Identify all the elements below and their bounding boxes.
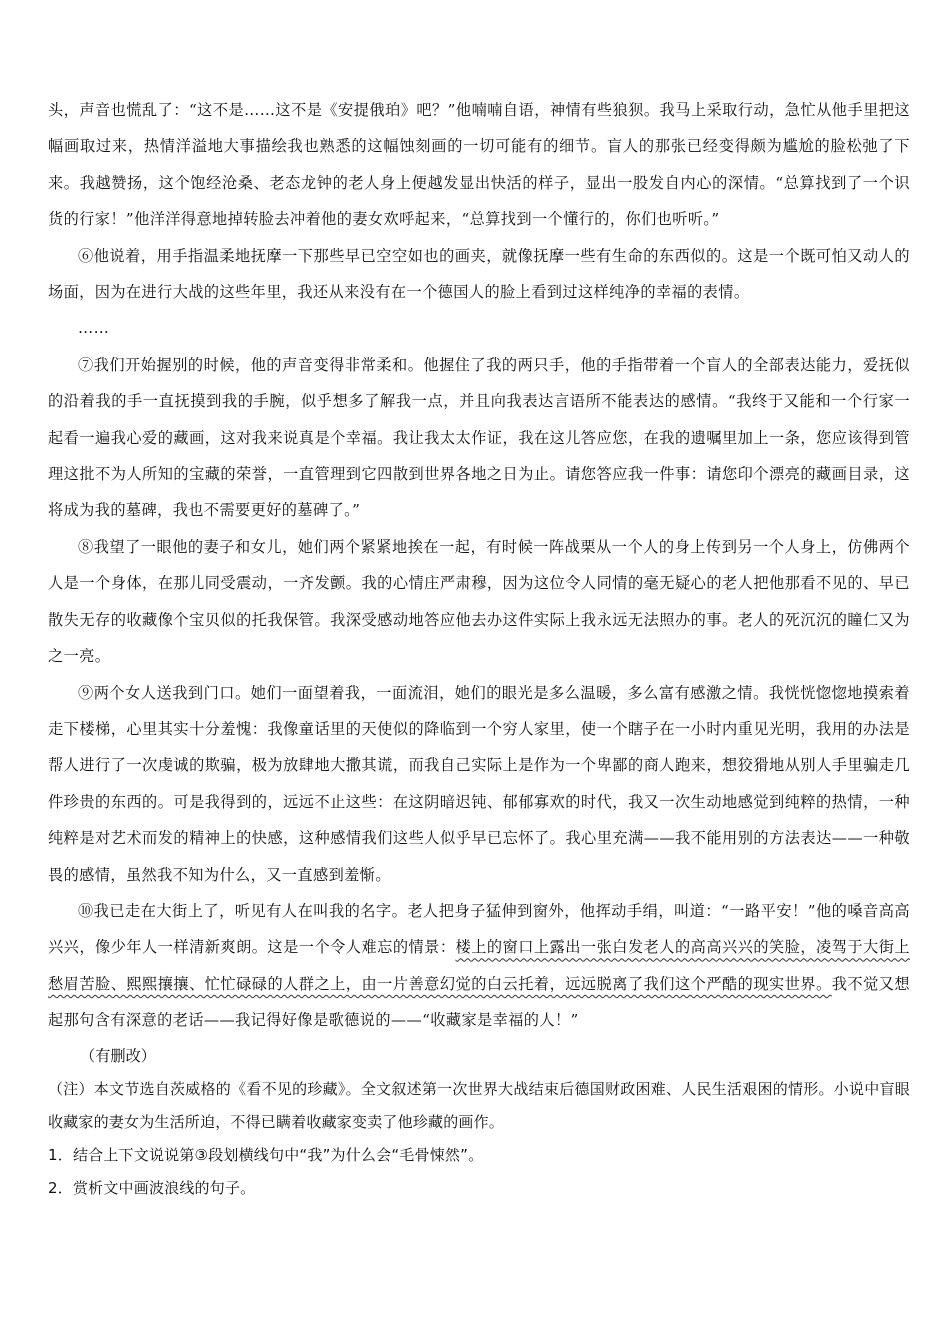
paragraph-10-start: ⑩我已走在大街上了，听见有人在叫我的名字。老人把身子猛伸到窗外，他挥动手绢，叫道：“一路平安！”他的嗓音高高兴兴，像少年人一样清新爽朗。这是一个令人难忘的情景： — [48, 901, 910, 957]
paragraph-8: ⑧我望了一眼他的妻子和女儿，她们两个紧紧地挨在一起，有时候一阵战栗从一个人的身上传到另一个人身上，仿佛两个人是一个身体，在那儿同受震动，一齐发颤。我的心情庄严肃穆，因为这位令人同情的毫无疑心的老人把他那看不见的、早已散失无存的收藏像个宝贝似的托我保管。我深受感动地答应他去办这件实际上我永远无法照办的事。老人的死沉沉的瞳仁又为之一亮。 — [48, 537, 910, 666]
paragraph-5-tail: 头，声音也慌乱了：“这不是……这不是《安提俄珀》吧？”他喃喃自语，神情有些狼狈。我马上采取行动，急忙从他手里把这幅画取过来，热情洋溢地大事描绘我也熟悉的这幅蚀刻画的一切可能有的细节。盲人的那张已经变得颇为尴尬的脸松弛了下来。我越赞扬，这个饱经沧桑、老态龙钟的老人身上便越发显出快活的样子，显出一股发自内心的深情。“总算找到了一个识货的行家！”他洋洋得意地掉转脸去冲着他的妻女欢呼起来，“总算找到一个懂行的，你们也听听。” — [48, 101, 910, 229]
ellipsis-line: …… — [78, 319, 110, 338]
document-page — [48, 92, 910, 1205]
question-1: 1．结合上下文说说第③段划横线句中“我”为什么会“毛骨悚然”。 — [48, 1145, 484, 1164]
question-2: 2．赏析文中画波浪线的句子。 — [48, 1178, 256, 1197]
paragraph-9: ⑨两个女人送我到门口。她们一面望着我，一面流泪，她们的眼光是多么温暖，多么富有感激之情。我恍恍惚惚地摸索着走下楼梯，心里其实十分羞愧：我像童话里的天使似的降临到一个穷人家里，使一个瞎子在一小时内重见光明，我用的办法是帮人进行了一次虔诚的欺骗，极为放肆地大撒其谎，而我自己实际上是作为一个卑鄙的商人跑来，想狡猾地从别人手里骗走几件珍贵的东西的。可是我得到的，远远不止这些：在这阴暗迟钝、郁郁寡欢的时代，我又一次生动地感觉到纯粹的热情，一种纯粹是对艺术而发的精神上的快感，这种感情我们这些人似乎早已忘怀了。我心里充满——我不能用别的方法表达——一种敬畏的感情，虽然我不知为什么，又一直感到羞惭。 — [48, 683, 910, 884]
paragraph-7: ⑦我们开始握别的时候，他的声音变得非常柔和。他握住了我的两只手，他的手指带着一个盲人的全部表达能力，爱抚似的沿着我的手一直抚摸到我的手腕，似乎想多了解我一点，并且向我表达言语所不能表达的感情。“我终于又能和一个行家一起看一遍我心爱的藏画，这对我来说真是个幸福。我让我太太作证，我在这儿答应您，在我的遗嘱里加上一条，您应该得到管理这批不为人所知的宝藏的荣誉，一直管理到它四散到世界各地之日为止。请您答应我一件事：请您印个漂亮的藏画目录，这将成为我的墓碑，我也不需要更好的墓碑了。” — [48, 355, 910, 520]
wavy-underlined-sentence: 楼上的窗口上露出一张白发老人的高高兴兴的笑脸，凌驾于大街上愁眉苦脸、熙熙攘攘、忙忙碌碌的人群之上，由一片善意幻觉的白云托着，远远脱离了我们这个严酷的现实世界。 — [48, 938, 910, 993]
annotation-note: （注）本文节选自茨威格的《看不见的珍藏》。全文叙述第一次世界大战结束后德国财政困难、人民生活艰困的情形。小说中盲眼收藏家的妻女为生活所迫，不得已瞒着收藏家变卖了他珍藏的画作。 — [48, 1079, 910, 1131]
paragraph-10 — [48, 893, 910, 1039]
paragraph-10-end: 我不觉又想起那句含有深意的老话——我记得好像是歌德说的——“收藏家是幸福的人！” — [48, 974, 911, 1030]
source-note: （有删改） — [80, 1046, 156, 1065]
paragraph-6: ⑥他说着，用手指温柔地抚摩一下那些早已空空如也的画夹，就像抚摩一些有生命的东西似的。这是一个既可怕又动人的场面，因为在进行大战的这些年里，我还从来没有在一个德国人的脸上看到过这样纯净的幸福的表情。 — [48, 246, 910, 302]
